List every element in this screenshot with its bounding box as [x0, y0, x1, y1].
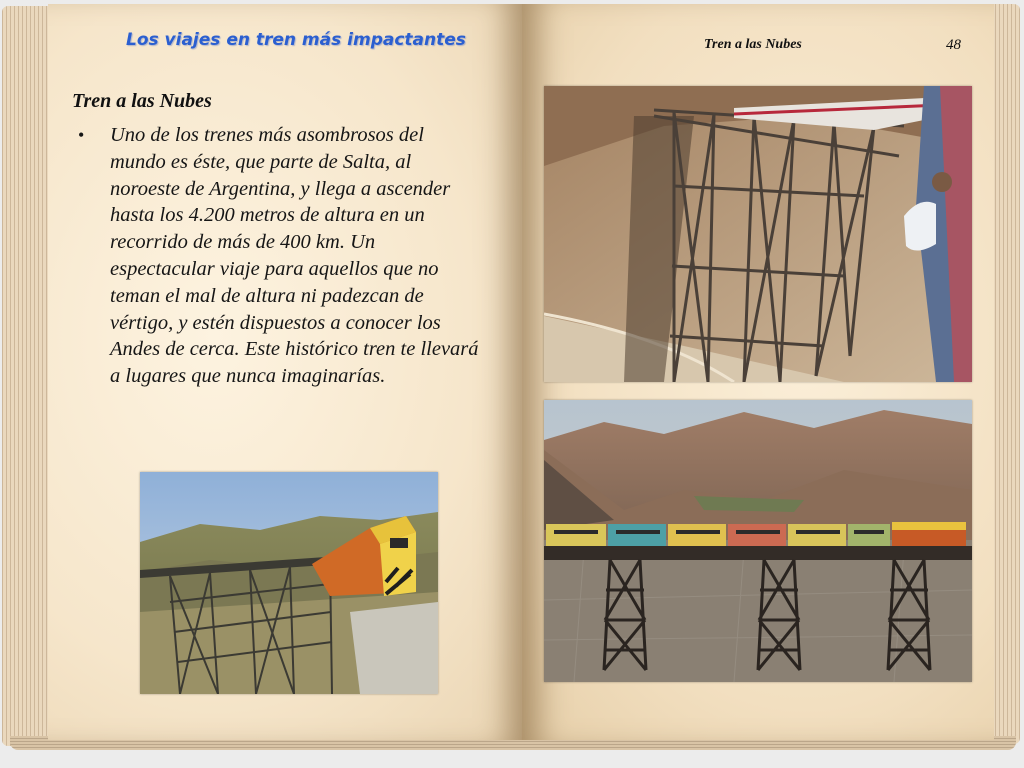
photo-train-crossing-viaduct-image: [544, 400, 972, 682]
section-heading: Tren a las Nubes: [72, 90, 212, 112]
bullet-list: [72, 122, 482, 390]
running-header: Tren a las Nubes: [704, 37, 802, 52]
photo-train-on-viaduct: [140, 472, 438, 694]
bullet-text: Uno de los trenes más asombrosos del mundo es éste, que parte de Salta, al noroeste de Argentina, y llega a ascender hasta los 4.200 metros de altura en un recorrido de más de 400 km. Un espectacular viaje para aquellos que no teman el mal de altura ni padezcan de vértigo, y estén dispuestos a conocer los Andes de cerca. Este histórico tren te llevará a lugares que nunca imaginarías.: [110, 124, 479, 388]
series-title: Los viajes en tren más impactantes: [126, 30, 466, 50]
book-page-edges-left: [2, 6, 50, 746]
photo-viaduct-from-train: [544, 86, 972, 382]
list-item: [72, 122, 482, 390]
book-page-edges-right: [992, 4, 1020, 744]
photo-viaduct-from-train-image: [544, 86, 972, 382]
bullet-icon: •: [78, 125, 85, 145]
photo-train-on-viaduct-image: [140, 472, 438, 694]
page-number: 48: [946, 37, 961, 53]
photo-train-crossing-viaduct: [544, 400, 972, 682]
